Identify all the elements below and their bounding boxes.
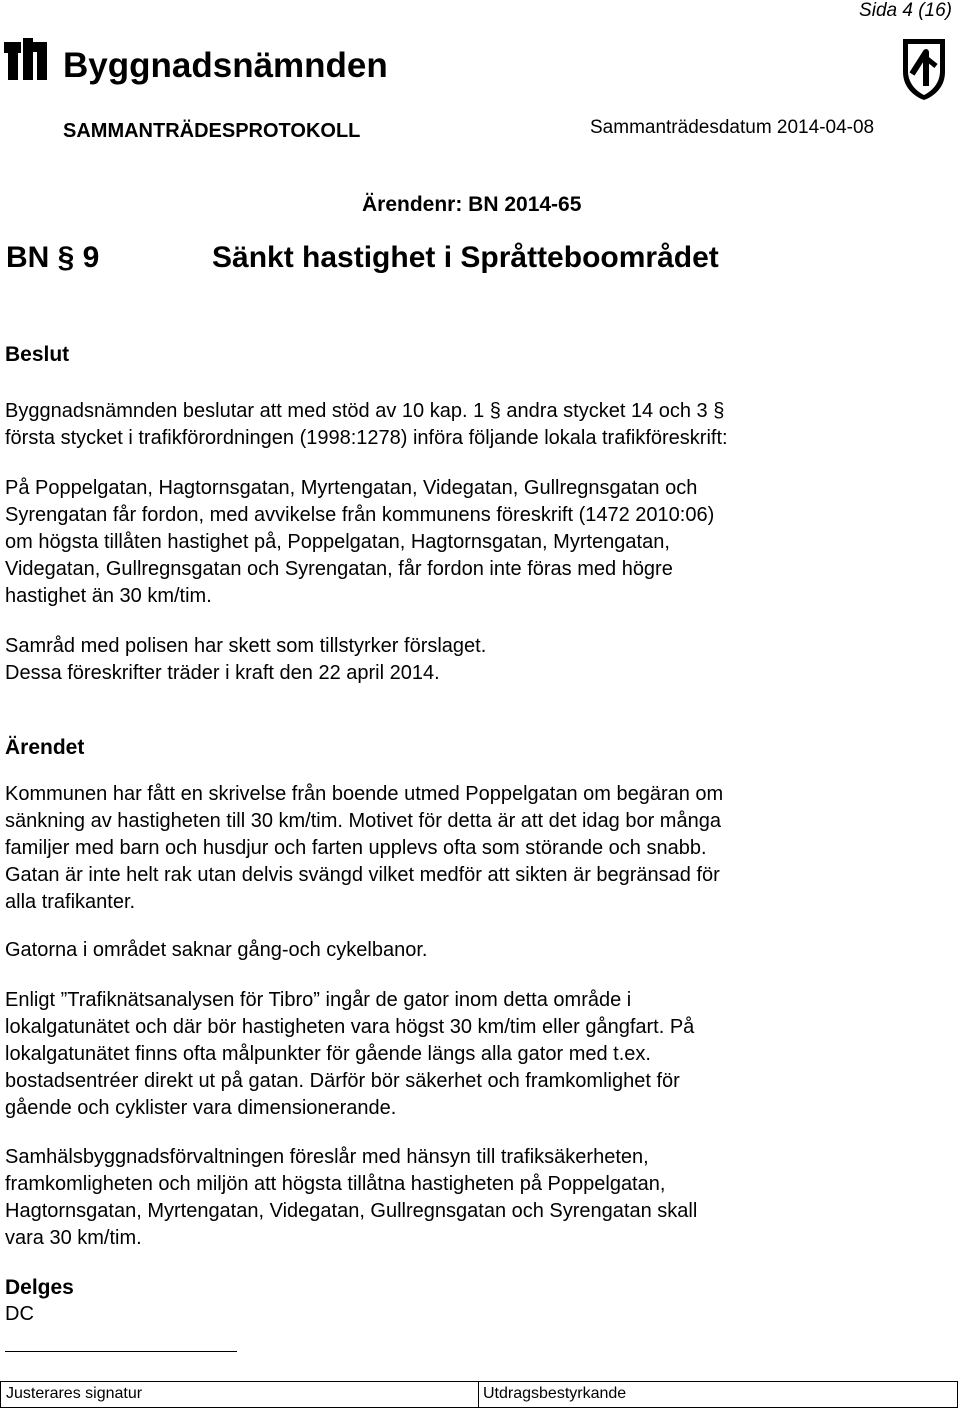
- org-name: Byggnadsnämnden: [63, 46, 388, 85]
- text-line: lokalgatunätet och där bör hastigheten vara högst 30 km/tim eller gångfart. På: [5, 1016, 695, 1038]
- footer-signature-box: [0, 1381, 958, 1408]
- tibro-logo-icon: [4, 38, 52, 82]
- text-line: lokalgatunätet finns ofta målpunkter för gående längs alla gator med t.ex.: [5, 1043, 651, 1065]
- text-line: första stycket i trafikförordningen (1998:1278) införa följande lokala trafikföreskrift:: [5, 427, 728, 449]
- text-line: Gatorna i området saknar gång-och cykelbanor.: [5, 939, 428, 961]
- text-line: hastighet än 30 km/tim.: [5, 585, 212, 607]
- case-title: Sänkt hastighet i Språtteboområdet: [212, 241, 719, 274]
- text-line: Samråd med polisen har skett som tillstyrker förslaget.: [5, 635, 487, 657]
- text-line: Enligt ”Trafiknätsanalysen för Tibro” ingår de gator inom detta område i: [5, 989, 632, 1011]
- meeting-date: Sammanträdesdatum 2014-04-08: [590, 117, 875, 138]
- municipal-crest-icon: [900, 36, 948, 102]
- paragraph: [5, 398, 950, 452]
- paragraph: [5, 987, 950, 1122]
- text-line: framkomligheten och miljön att högsta tillåtna hastigheten på Poppelgatan,: [5, 1173, 666, 1195]
- text-line: bostadsentréer direkt ut på gatan. Därför bör säkerhet och framkomlighet för: [5, 1070, 680, 1092]
- text-line: gående och cyklister vara dimensionerande.: [5, 1097, 397, 1119]
- document-type: SAMMANTRÄDESPROTOKOLL: [63, 120, 361, 142]
- text-line: Dessa föreskrifter träder i kraft den 22 april 2014.: [5, 662, 440, 684]
- footer-divider: [478, 1381, 479, 1408]
- paragraph: [5, 781, 950, 916]
- paragraph: [5, 937, 950, 964]
- text-line: familjer med barn och husdjur och farten upplevs ofta som störande och snabb.: [5, 837, 707, 859]
- case-number: Ärendenr: BN 2014-65: [362, 193, 582, 216]
- section-heading-arendet: Ärendet: [5, 736, 85, 759]
- text-line: sänkning av hastigheten till 30 km/tim. Motivet för detta är att det idag bor många: [5, 810, 721, 832]
- section-number: BN § 9: [6, 241, 100, 274]
- text-line: Samhälsbyggnadsförvaltningen föreslår med hänsyn till trafiksäkerheten,: [5, 1146, 649, 1168]
- paragraph: [5, 633, 950, 687]
- text-line: vara 30 km/tim.: [5, 1227, 142, 1249]
- signature-line: [5, 1351, 237, 1352]
- text-line: Kommunen har fått en skrivelse från boende utmed Poppelgatan om begäran om: [5, 783, 724, 805]
- section-heading-beslut: Beslut: [5, 343, 70, 366]
- text-line: Gatan är inte helt rak utan delvis svängd vilket medför att sikten är begränsad för: [5, 864, 720, 886]
- text-line: Hagtornsgatan, Myrtengatan, Videgatan, Gullregnsgatan och Syrengatan skall: [5, 1200, 698, 1222]
- paragraph: [5, 475, 950, 610]
- text-line: Videgatan, Gullregnsgatan och Syrengatan, får fordon inte föras med högre: [5, 558, 673, 580]
- paragraph: [5, 1144, 950, 1252]
- section-heading-delges: Delges: [5, 1276, 74, 1299]
- text-line: om högsta tillåten hastighet på, Poppelgatan, Hagtornsgatan, Myrtengatan,: [5, 531, 670, 553]
- footer-signature-label: Justerares signatur: [6, 1385, 143, 1402]
- text-line: Syrengatan får fordon, med avvikelse från kommunens föreskrift (1472 2010:06): [5, 504, 715, 526]
- footer-certified-label: Utdragsbestyrkande: [483, 1385, 627, 1402]
- text-line: På Poppelgatan, Hagtornsgatan, Myrtengatan, Videgatan, Gullregnsgatan och: [5, 477, 698, 499]
- text-line: alla trafikanter.: [5, 891, 136, 913]
- delges-recipient: DC: [5, 1303, 34, 1325]
- text-line: Byggnadsnämnden beslutar att med stöd av 10 kap. 1 § andra stycket 14 och 3 §: [5, 400, 725, 422]
- page-number: Sida 4 (16): [859, 0, 952, 21]
